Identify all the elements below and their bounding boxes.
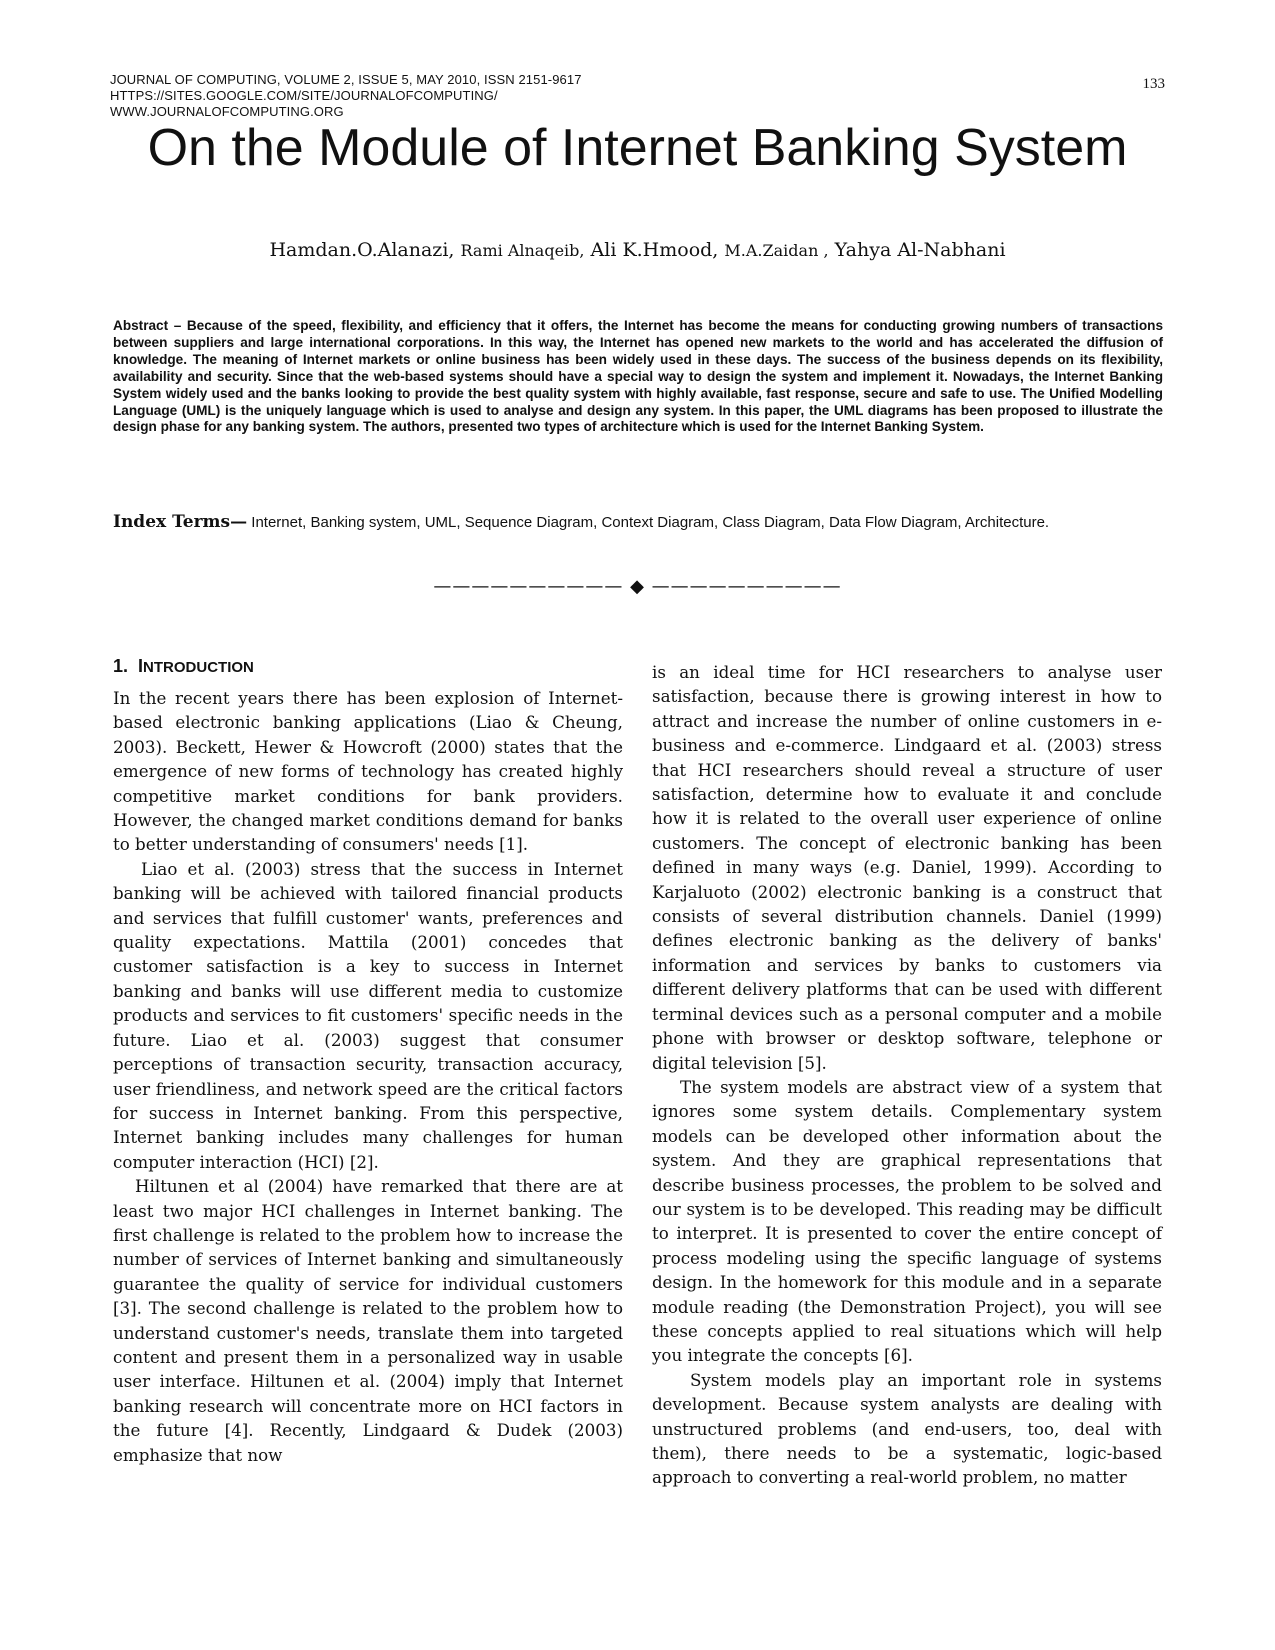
body-paragraph: In the recent years there has been explosion of Internet-based electronic banking applications (Liao & Cheung, 2003). Beckett, Hewer & Howcroft (2000) states that the emergence of new forms of technology has created highly competitive market conditions for bank providers. However, the changed market conditions demand for banks to better understanding of consumers' needs [1]. [113, 688, 623, 855]
body-paragraph: Liao et al. (2003) stress that the success in Internet banking will be achieved with tailored financial products and services that fulfill customer' wants, preferences and quality expectations. Mattila (2001) concedes that customer satisfaction is a key to success in Internet banking and banks will use different media to customize products and services to fit customers' specific needs in the future. Liao et al. (2003) suggest that consumer perceptions of transaction security, transaction accuracy, user friendliness, and network speed are the critical factors for success in Internet banking. From this perspective, Internet banking includes many challenges for human computer interaction (HCI) [2]. [113, 858, 623, 1172]
body-paragraph: The system models are abstract view of a system that ignores some system details. Complementary system models can be developed other information about the system. And they are graphical representations that describe business processes, the problem to be solved and our system is to be developed. This reading may be difficult to interpret. It is presented to cover the entire concept of process modeling using the specific language of systems design. In the homework for this module and in a separate module reading (the Demonstration Project), you will see these concepts applied to real situations which will help you integrate the concepts [6]. [652, 1076, 1162, 1366]
author-2: Rami Alnaqeib, [460, 241, 585, 260]
section-heading [113, 654, 623, 680]
body-paragraph: Hiltunen et al (2004) have remarked that there are at least two major HCI challenges in Internet banking. The first challenge is related to the problem how to increase the number of services of Internet banking and simultaneously guarantee the quality of service for individual customers [3]. The second challenge is related to the problem how to understand customer's needs, translate them into targeted content and present them in a personalized way in usable user interface. Hiltunen et al. (2004) imply that Internet banking research will concentrate more on HCI factors in the future [4]. Recently, Lindgaard & Dudek (2003) emphasize that now [113, 1176, 623, 1465]
body-paragraph: System models play an important role in systems development. Because system analysts are dealing with unstructured problems (and end-users, too, deal with them), there needs to be a systematic, logic-based approach to converting a real-world problem, no matter [652, 1369, 1162, 1488]
author-5: Yahya Al-Nabhani [834, 239, 1006, 261]
author-1: Hamdan.O.Alanazi, [269, 239, 455, 261]
left-column [113, 654, 623, 1467]
index-terms-text: Internet, Banking system, UML, Sequence Diagram, Context Diagram, Class Diagram, Data Flow Diagram, Architecture. [251, 514, 1050, 531]
paper-title: On the Module of Internet Banking System [147, 119, 1128, 177]
author-3: Ali K.Hmood, [590, 239, 719, 261]
journal-header [110, 72, 582, 120]
author-list [0, 238, 1275, 263]
journal-header-line2: HTTPS://SITES.GOOGLE.COM/SITE/JOURNALOFCOMPUTING/ [110, 88, 498, 103]
section-title-initial: I [138, 656, 144, 676]
index-terms-label: Index Terms— [113, 512, 248, 532]
journal-header-line1: JOURNAL OF COMPUTING, VOLUME 2, ISSUE 5, MAY 2010, ISSN 2151-9617 [110, 72, 582, 87]
section-title-rest: NTRODUCTION [143, 659, 254, 676]
right-column [652, 660, 1162, 1490]
section-divider: —————————— ◆ —————————— [433, 576, 842, 597]
author-4: M.A.Zaidan , [724, 241, 829, 260]
section-number: 1. [113, 656, 129, 676]
page-number: 133 [1142, 76, 1165, 92]
abstract: Abstract – Because of the speed, flexibility, and efficiency that it offers, the Internet has become the means for conducting growing numbers of transactions between suppliers and large international corporations. In this way, the Internet has opened new markets to the world and has accelerated the diffusion of knowledge. The meaning of Internet markets or online business has been widely used in these days. The success of the business depends on its flexibility, availability and security. Since that the web-based systems should have a special way to design the system and implement it. Nowadays, the Internet Banking System widely used and the banks looking to provide the best quality system with highly available, fast response, secure and safe to use. The Unified Modelling Language (UML) is the uniquely language which is used to analyse and design any system. In this paper, the UML diagrams has been proposed to illustrate the design phase for any banking system. The authors, presented two types of architecture which is used for the Internet Banking System. [113, 318, 1163, 435]
index-terms [113, 512, 1213, 533]
journal-header-line3: WWW.JOURNALOFCOMPUTING.ORG [110, 104, 344, 119]
body-paragraph: is an ideal time for HCI researchers to analyse user satisfaction, because there is growing interest in how to attract and increase the number of online customers in e-business and e-commerce. Lindgaard et al. (2003) stress that HCI researchers should reveal a structure of user satisfaction, determine how to evaluate it and conclude how it is related to the overall user experience of online customers. The concept of electronic banking has been defined in many ways (e.g. Daniel, 1999). According to Karjaluoto (2002) electronic banking is a construct that consists of several distribution channels. Daniel (1999) defines electronic banking as the delivery of banks' information and services by banks to customers via different delivery platforms that can be used with different terminal devices such as a personal computer and a mobile phone with browser or desktop software, telephone or digital television [5]. [652, 662, 1162, 1073]
